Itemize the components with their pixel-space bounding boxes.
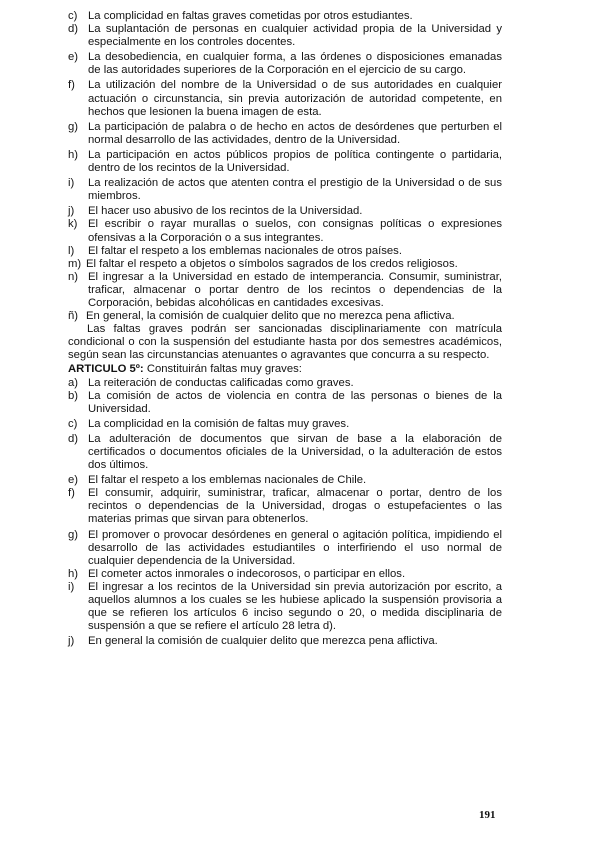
list-marker: c) — [68, 417, 78, 430]
list-marker: l) — [68, 244, 75, 257]
list-item — [68, 205, 502, 218]
list-item — [68, 433, 502, 472]
list-marker: i) — [68, 177, 75, 190]
list-text: El escribir o rayar murallas o suelos, con consignas políticas o expresiones ofensivas a la Corporación o a sus integrantes. — [88, 218, 502, 244]
list-item — [68, 310, 502, 323]
list-text: En general la comisión de cualquier delito que merezca pena aflictiva. — [88, 635, 438, 648]
list-item — [68, 635, 502, 648]
list-item — [68, 177, 502, 203]
list-text: La utilización del nombre de la Universidad o de sus autoridades en cualquier actuación o circunstancia, sin previa autorización de autoridad competente, en hechos que lesionen la buena imagen de esta. — [88, 79, 502, 118]
list-text: El ingresar a los recintos de la Universidad sin previa autorización por escrito, a aquellos alumnos a los cuales se les hubiese aplicado la suspensión provisoria a que se refieren los artículos 6 inciso segundo o 20, o medida disciplinaria de suspensión a que se refiere el artículo 28 letra d). — [88, 580, 502, 633]
list-marker: n) — [68, 270, 79, 283]
list-text: La complicidad en la comisión de faltas muy graves. — [88, 417, 350, 430]
list-marker: b) — [68, 389, 79, 402]
list-text: La adulteración de documentos que sirvan de base a la elaboración de certificados o documentos oficiales de la Universidad, o la adulteración de estos dos últimos. — [88, 432, 502, 472]
list-marker: c) — [68, 10, 78, 22]
list-text: La participación de palabra o de hecho en actos de desórdenes que perturben el normal desarrollo de las actividades, dentro de la Universidad. — [88, 120, 502, 146]
page-content — [68, 10, 502, 648]
list-marker: ñ) — [68, 310, 79, 323]
list-item — [68, 79, 502, 118]
list-item — [68, 474, 502, 487]
list-marker: h) — [68, 148, 79, 161]
list-item — [68, 418, 502, 431]
list-text: El ingresar a la Universidad en estado de intemperancia. Consumir, suministrar, traficar, almacenar o portar dentro de los recintos o dependencias de la Corporación, bebidas alcohólicas en cantidades excesivas. — [88, 270, 502, 309]
list-item — [68, 121, 502, 147]
list-text: El consumir, adquirir, suministrar, traficar, almacenar o portar, dentro de los recintos o dependencias de la Universidad, drogas o estupefacientes o las materias primas que sirvan para obtenerlos. — [88, 487, 502, 526]
list-item — [68, 258, 502, 271]
list-marker: e) — [68, 474, 79, 487]
list-marker: f) — [68, 79, 75, 92]
list-marker: g) — [68, 528, 79, 541]
list-marker: m) — [68, 257, 82, 270]
list-item — [68, 149, 502, 175]
list-text: El faltar el respeto a los emblemas nacionales de Chile. — [88, 474, 367, 487]
list-marker: k) — [68, 218, 78, 231]
list-marker: e) — [68, 51, 79, 64]
list-marker: j) — [68, 635, 75, 648]
list-marker: f) — [68, 487, 75, 500]
list-text: El faltar el respeto a los emblemas nacionales de otros países. — [88, 244, 402, 257]
sanctions-paragraph: Las faltas graves podrán ser sancionadas disciplinariamente con matrícula condicional o con la suspensión del estudiante hasta por dos semestres académicos, según sean las circunstancias atenuantes o agravantes que concurra a su respecto. — [68, 323, 502, 362]
list-item — [68, 487, 502, 526]
list-text: En general, la comisión de cualquier delito que no merezca pena aflictiva. — [86, 310, 455, 323]
list-item — [68, 568, 502, 581]
list-text: El faltar el respeto a objetos o símbolos sagrados de los credos religiosos. — [86, 257, 458, 270]
page-number: 191 — [479, 809, 496, 821]
list-marker: d) — [68, 23, 79, 36]
list-text: El cometer actos inmorales o indecorosos, o participar en ellos. — [88, 567, 406, 580]
list-item — [68, 245, 502, 258]
list-text: La complicidad en faltas graves cometidas por otros estudiantes. — [88, 10, 413, 22]
list-text: El promover o provocar desórdenes en general o agitación política, impidiendo el desarrollo de las actividades estudiantiles o interfiriendo el uso normal de cualquier dependencia de la Universidad. — [88, 528, 502, 567]
article-label: ARTICULO 5º: — [68, 363, 144, 376]
list-marker: i) — [68, 580, 75, 593]
list-item — [68, 529, 502, 568]
list-marker: d) — [68, 432, 79, 445]
list-item — [68, 51, 502, 77]
list-text: La reiteración de conductas calificadas como graves. — [88, 376, 354, 389]
list-text: El hacer uso abusivo de los recintos de la Universidad. — [88, 205, 363, 218]
list-item — [68, 377, 502, 390]
list-text: La suplantación de personas en cualquier actividad propia de la Universidad y especialmente en los controles docentes. — [88, 23, 502, 49]
list-item — [68, 581, 502, 633]
article-intro: Constituirán faltas muy graves: — [146, 363, 302, 376]
list-text: La realización de actos que atenten contra el prestigio de la Universidad o de sus miembros. — [88, 177, 502, 203]
list-item — [68, 23, 502, 49]
list-text: La comisión de actos de violencia en contra de las personas o bienes de la Universidad. — [88, 389, 502, 415]
article-heading — [68, 363, 502, 376]
list-text: La desobediencia, en cualquier forma, a las órdenes o disposiciones emanadas de las autoridades superiores de la Corporación en el ejercicio de su cargo. — [88, 51, 502, 77]
list-marker: a) — [68, 376, 79, 389]
list-item — [68, 218, 502, 244]
list-item — [68, 271, 502, 310]
list-item — [68, 390, 502, 416]
list-marker: h) — [68, 567, 79, 580]
list-marker: j) — [68, 205, 75, 218]
list-marker: g) — [68, 120, 79, 133]
list-text: La participación en actos públicos propios de política contingente o partidaria, dentro de los recintos de la Universidad. — [88, 148, 502, 175]
list-item — [68, 10, 502, 23]
